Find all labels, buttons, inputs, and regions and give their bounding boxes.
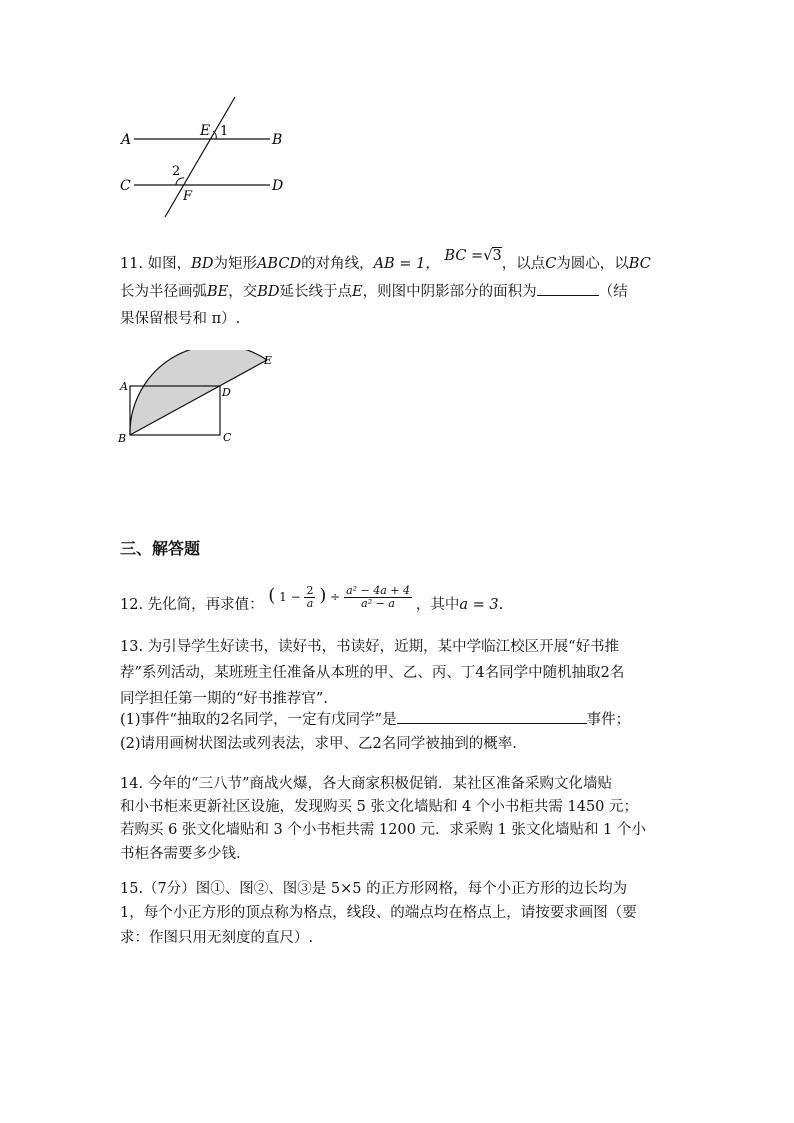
label-a: A [121,132,132,148]
q15-line-2: 1，每个小正方形的顶点称为格点，线段、的端点均在格点上，请按要求画图（要 [120,905,637,921]
label-f: F [183,189,193,204]
open-paren: ( [268,585,276,606]
q13-line-2: 荐”系列活动，某班班主任准备从本班的甲、乙、丙、丁4名同学中随机抽取2名 [120,665,625,681]
transversal-line [165,97,235,217]
answer-blank [397,709,587,724]
fraction-2-over-a: $\frac{2}{a}$ [306,584,314,610]
q11-line-1: 11. 如图，BD为矩形ABCD的对角线，AB = 1， BC =√3，以点C为圆心，以BC [120,248,651,272]
parallel-lines-figure [110,90,310,225]
q12-line: 12. 先化简，再求值： $^{( 1 - \frac{2}{a} ) \div \frac{\text{a² − 4a + 4}}{\text{a² − a}}}$ ，其中a = 3. [120,584,504,613]
q13-line-5: (2)请用画树状图法或列表法，求甲、乙2名同学被抽到的概率. [120,736,517,752]
label-c: C [120,178,131,194]
rectangle-arc-figure [112,350,287,450]
fraction-main: $\frac{\text{a² − 4a + 4}}{\text{a² − a}}$ [346,584,411,610]
section-heading: 三、解答题 [120,539,201,558]
label-a: A [120,380,128,393]
label-angle-1: 1 [220,124,229,139]
shaded-region [130,350,267,435]
q11-line-2: 长为半径画弧BE，交BD延长线于点E，则图中阴影部分的面积为 （结 [120,279,628,305]
sqrt-symbol: √ [483,248,493,264]
label-e: E [200,123,211,139]
q15-line-3: 求：作图只用无刻度的直尺）. [120,930,314,946]
label-d: D [222,386,231,399]
answer-blank [537,281,599,296]
label-b: B [272,132,283,148]
q14-line-4: 书柜各需要多少钱. [120,846,241,862]
label-c: C [223,431,232,444]
q14-line-3: 若购买 6 张文化墙贴和 3 个小书柜共需 1200 元．求采购 1 张文化墙贴和 1 个小 [120,822,646,838]
label-d: D [272,178,284,194]
q13-line-3: 同学担任第一期的“好书推荐官”. [120,691,328,707]
q14-line-2: 和小书柜来更新社区设施，发现购买 5 张文化墙贴和 4 个小书柜共需 1450 元； [120,799,639,815]
close-paren: ) [319,585,327,606]
q15-line-1: 15.（7分）图①、图②、图③是 5×5 的正方形网格，每个小正方形的边长均为 [120,881,628,897]
q11-line-3: 果保留根号和 π）. [120,311,241,327]
expression: ( 1 − 2 a ) ÷ a² − 4a + 4 a² − a [268,584,411,610]
label-b: B [118,432,127,445]
bc-equals-sqrt3: BC =√3 [444,248,502,264]
q14-line-1: 14. 今年的“三八节”商战火爆，各大商家积极促销．某社区准备采购文化墙贴 [120,776,612,792]
label-angle-2: 2 [172,164,181,179]
label-e: E [264,354,273,367]
q13-line-1: 13. 为引导学生好读书，读好书，书读好，近期，某中学临江校区开展“好书推 [120,639,620,655]
q13-line-4: (1)事件“抽取的2名同学，一定有戊同学”是 事件； [120,707,630,733]
